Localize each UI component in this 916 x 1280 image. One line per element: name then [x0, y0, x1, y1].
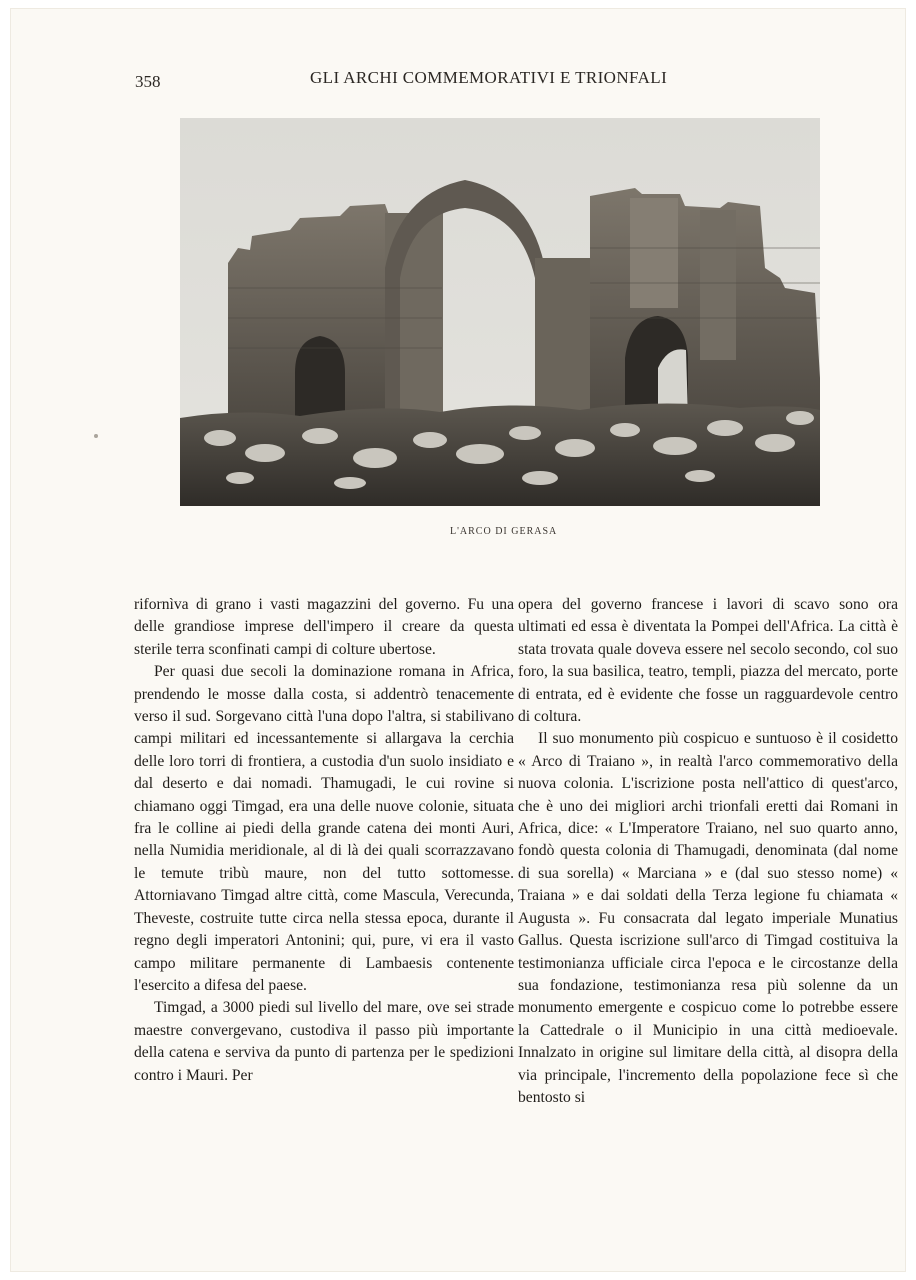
paragraph: Il suo monumento più cospicuo e suntuoso è il cosidetto « Arco di Traiano », in realtà l'arco commemorativo della nuova colonia. L'iscrizione posta nell'attico di quest'arco, che è uno dei migliori archi trionfali eretti dai Romani in Africa, dice: « L'Imperatore Traiano, nel suo quarto anno, fondò questa colonia di Thamugadi, denominata (dal nome di sua sorella) « Marciana » e (dal suo stesso nome) « Traiana » e dai soldati della Terza legione fu chiamata « Augusta ». Fu consacrata dal legato imperiale Munatius Gallus. Questa iscrizione sull'arco di Timgad costituiva la testimonianza ufficiale circa l'epoca e le circostanze della sua fondazione, testimonianza resa più solenne da un monumento emergente e cospicuo come lo potrebbe essere la Cattedrale o il Municipio in una città medioevale. Innalzato in origine sul limitare della città, al disopra della via principale, l'incremento della popolazione fece sì che bentosto si — [518, 730, 898, 1106]
paragraph: Per quasi due secoli la dominazione romana in Africa, prendendo le mosse dalla costa, si addentrò tenacemente verso il sud. Sorgevano città l'una dopo l'altra, si stabilivano campi militari ed incessantemente si allargava la cerchia delle loro torri di frontiera, a custodia d'un suolo insidiato e dal deserto e dai nomadi. Thamugadi, le cui rovine si chiamano oggi Timgad, era una delle nuove colonie, situata fra le colline ai piedi della grande catena dei monti Auri, nella Numidia meridionale, al di là dei quali scorrazzavano le temute tribù maure, non del tutto sottomesse. Attorniavano Timgad altre città, come Mascula, Verecunda, Theveste, costruite tutte circa nella stessa epoca, durante il regno degli imperatori Antonini; qui, pure, vi era il vasto campo militare permanente di Lambaesis contenente l'esercito a difesa del paese. — [134, 663, 514, 994]
page-number: 358 — [135, 72, 161, 91]
book-page — [10, 8, 906, 1272]
paragraph: Timgad, a 3000 piedi sul livello del mare, ove sei strade maestre convergevano, custodiva il passo più importante della catena e serviva da punto di partenza per le spedizioni contro i Mauri. Per — [134, 999, 514, 1084]
figure-caption: L'ARCO DI GERASA — [450, 526, 558, 537]
paragraph: opera del governo francese i lavori di scavo sono ora ultimati ed essa è diventata la Pompei dell'Africa. La città è stata trovata quale doveva essere nel secolo secondo, col suo foro, la sua basilica, teatro, templi, piazza del mercato, porte di entrata, ed è evidente che fosse un ragguardevole centro di coltura. — [518, 596, 898, 726]
paper-speck — [94, 434, 98, 438]
arch-photograph — [180, 118, 820, 506]
left-text-column — [134, 594, 514, 1087]
paragraph: rifornìva di grano i vasti magazzini del governo. Fu una delle grandiose imprese dell'impero il creare da questa sterile terra sconfinati campi di colture ubertose. — [134, 596, 514, 658]
right-text-column — [518, 594, 898, 1109]
arch-ruin-image — [180, 118, 820, 506]
running-title: GLI ARCHI COMMEMORATIVI E TRIONFALI — [310, 68, 668, 87]
